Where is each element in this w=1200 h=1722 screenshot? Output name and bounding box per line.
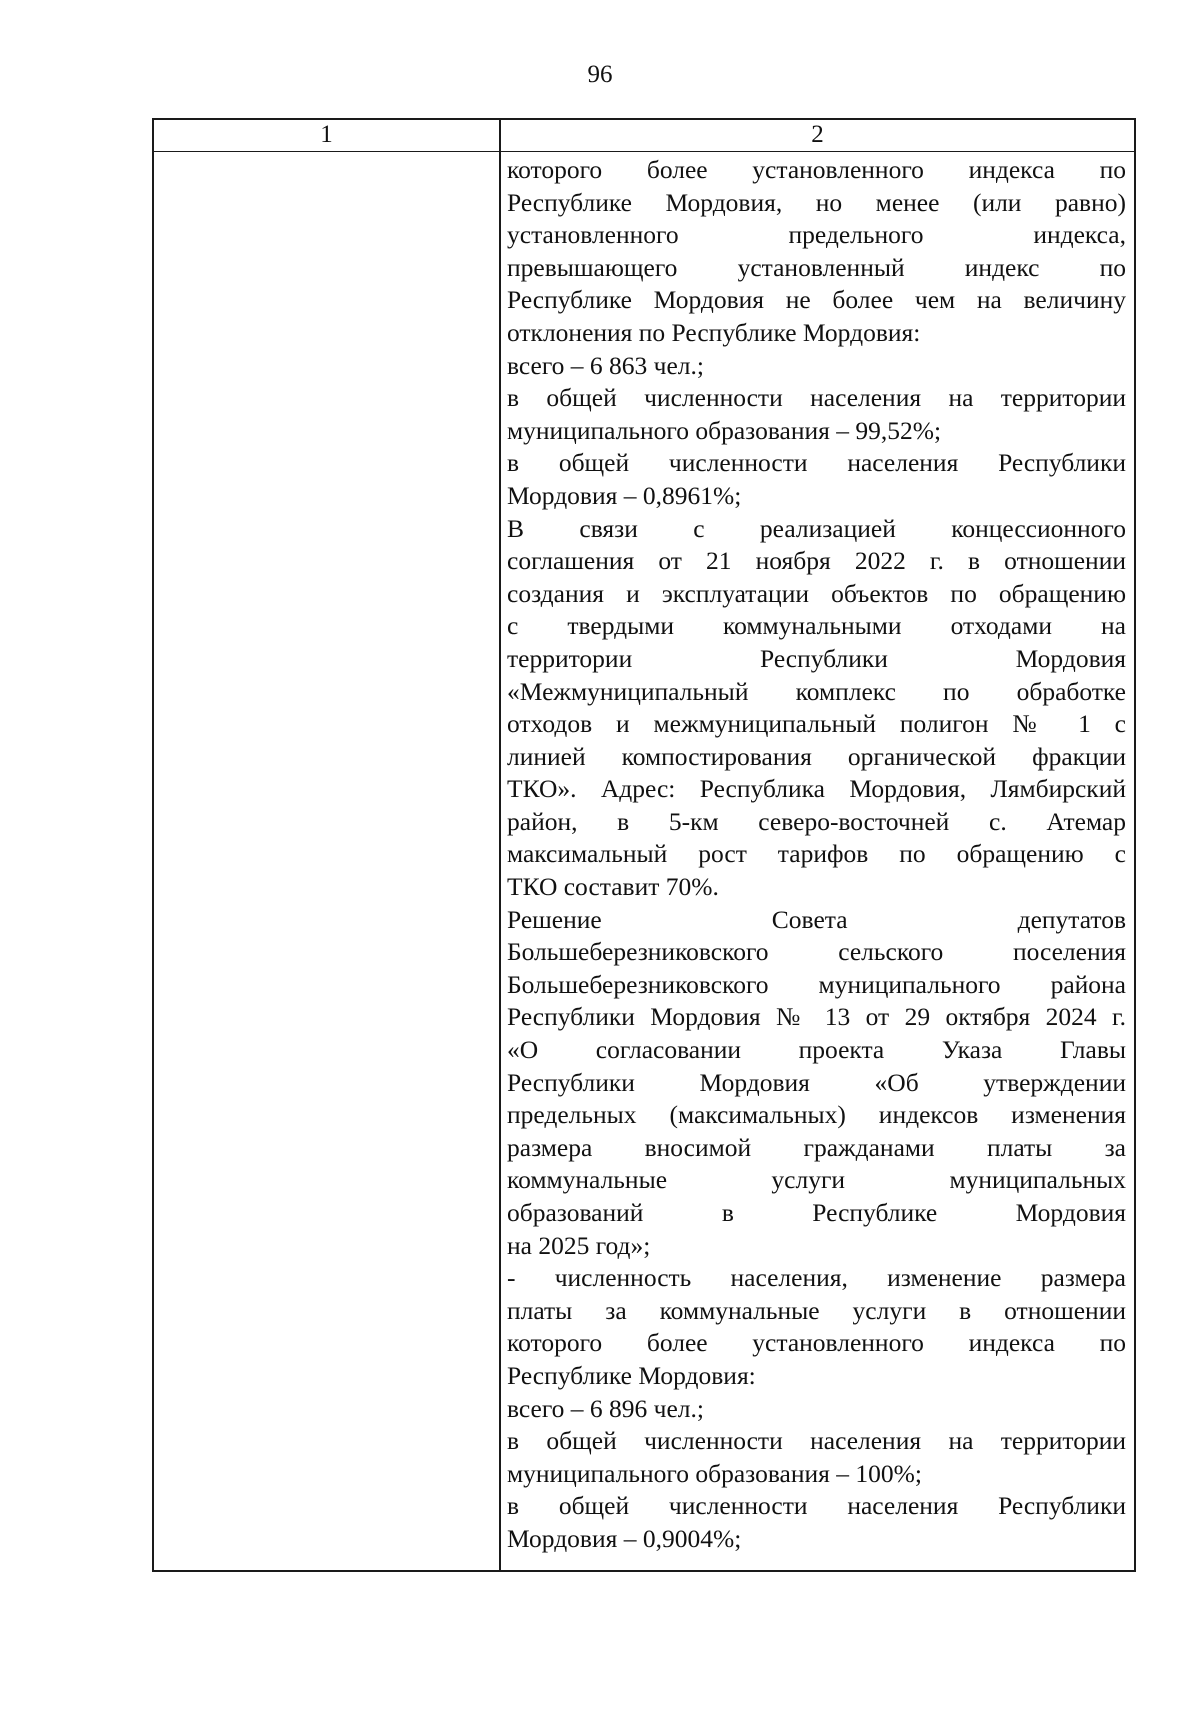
text-line: территории Республики Мордовия (507, 643, 1126, 673)
text-line: Большеберезниковского сельского поселения (507, 937, 1126, 967)
text-line: Республике Мордовия: (507, 1360, 756, 1390)
text-line: ТКО составит 70%. (507, 872, 719, 902)
text-line: В связи с реализацией концессионного (507, 513, 1126, 543)
text-line: ТКО». Адрес: Республика Мордовия, Лямбирский (507, 774, 1126, 804)
text-line: отходов и межмуниципальный полигон № 1 с (507, 709, 1126, 739)
text-line: создания и эксплуатации объектов по обращению (507, 578, 1126, 608)
text-line: образований в Республике Мордовия (507, 1198, 1126, 1227)
text-line: установленного предельного индекса, (507, 220, 1126, 250)
column-divider (499, 120, 501, 1570)
text-line: муниципального образования – 99,52%; (507, 415, 942, 445)
text-line: коммунальные услуги муниципальных (507, 1165, 1126, 1195)
text-line: Решение Совета депутатов (507, 904, 1126, 934)
text-line: в общей численности населения на территории (507, 383, 1126, 413)
text-line: максимальный рост тарифов по обращению с (507, 839, 1126, 869)
text-line: муниципального образования – 100%; (507, 1458, 922, 1488)
text-line: Республике Мордовия не более чем на величину (507, 285, 1126, 315)
text-line: линией компостирования органической фракции (507, 741, 1126, 771)
text-line: которого более установленного индекса по (507, 155, 1126, 184)
text-line: отклонения по Республике Мордовия: (507, 317, 921, 347)
text-line: в общей численности населения на территории (507, 1426, 1126, 1456)
text-line: Республике Мордовия, но менее (или равно) (507, 187, 1126, 217)
page-number: 96 (587, 61, 613, 88)
text-line: в общей численности населения Республики (507, 1491, 1126, 1521)
text-line: всего – 6 863 чел.; (507, 350, 704, 380)
column-2-header: 2 (811, 121, 824, 148)
text-line: которого более установленного индекса по (507, 1328, 1126, 1358)
text-line: всего – 6 896 чел.; (507, 1393, 704, 1423)
text-line: Республики Мордовия № 13 от 29 октября 2024 г. (507, 1002, 1126, 1032)
text-line: предельных (максимальных) индексов изменения (507, 1100, 1126, 1130)
text-line: платы за коммунальные услуги в отношении (507, 1295, 1126, 1325)
text-line: - численность населения, изменение размера (507, 1263, 1126, 1293)
table-header-row (154, 120, 1134, 152)
text-line: Мордовия – 0,9004%; (507, 1523, 742, 1553)
text-line: на 2025 год»; (507, 1230, 651, 1260)
text-line: район, в 5-км северо-восточней с. Атемар (507, 806, 1126, 836)
text-line: с твердыми коммунальными отходами на (507, 611, 1126, 641)
text-line: превышающего установленный индекс по (507, 252, 1126, 282)
text-line: в общей численности населения Республики (507, 448, 1126, 478)
text-line: «О согласовании проекта Указа Главы (507, 1035, 1126, 1065)
text-line: Республики Мордовия «Об утверждении (507, 1067, 1126, 1097)
text-line: размера вносимой гражданами платы за (507, 1132, 1126, 1162)
document-table (152, 118, 1136, 1572)
column-1-header: 1 (320, 121, 333, 148)
text-line: Мордовия – 0,8961%; (507, 480, 742, 510)
text-line: «Межмуниципальный комплекс по обработке (507, 676, 1126, 706)
text-line: соглашения от 21 ноября 2022 г. в отношении (507, 546, 1126, 576)
text-line: Большеберезниковского муниципального района (507, 969, 1126, 999)
column-2-cell-text (507, 154, 1126, 1556)
